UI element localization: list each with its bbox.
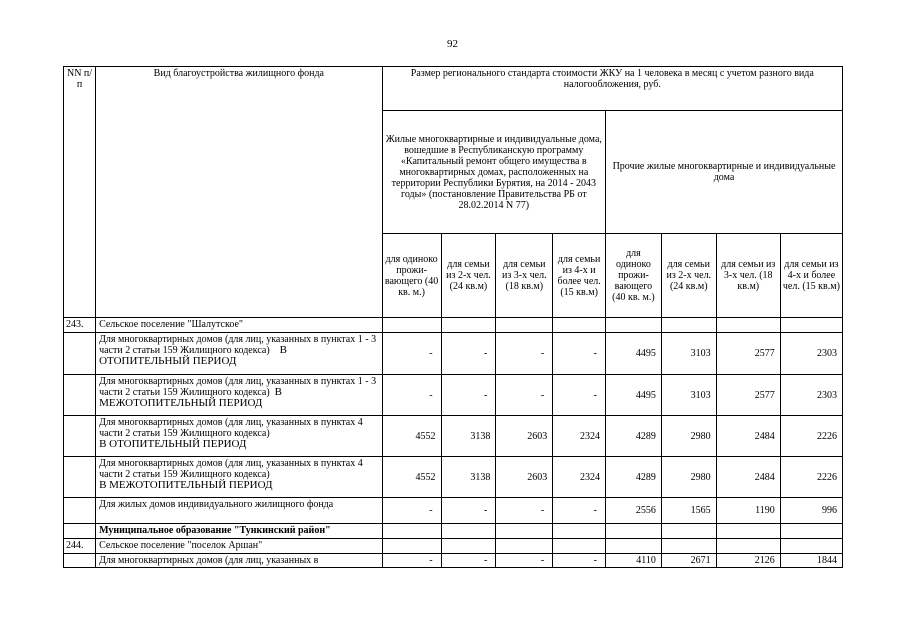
- value-cell: -: [553, 375, 606, 416]
- value-cell: -: [441, 375, 496, 416]
- value-cell: 2226: [780, 457, 842, 498]
- table-row: [64, 554, 843, 568]
- header-sub-family-4: для семьи из 4-х и более чел. (15 кв.м): [553, 234, 606, 318]
- settlement-name: Сельское поселение "поселок Аршан": [96, 539, 383, 554]
- value-cell: -: [441, 554, 496, 568]
- value-cell: 2577: [716, 333, 780, 375]
- value-cell: 996: [780, 498, 842, 524]
- value-cell: 4495: [606, 333, 662, 375]
- page-number: 92: [447, 38, 458, 50]
- value-cell: 1844: [780, 554, 842, 568]
- header-row-1: [64, 67, 843, 111]
- header-sub-family-2: для семьи из 2-х чел. (24 кв.м): [661, 234, 716, 318]
- empty-cell: [553, 318, 606, 333]
- row-description-text: Для многоквартирных домов (для лиц, указанных в пунктах 1 - 3 части 2 статьи 159 Жилищного кодекса): [99, 376, 377, 398]
- empty-cell: [606, 539, 662, 554]
- value-cell: 1190: [716, 498, 780, 524]
- empty-cell: [553, 539, 606, 554]
- empty-cell: [496, 524, 553, 539]
- empty-cell: [382, 318, 441, 333]
- value-cell: 2556: [606, 498, 662, 524]
- value-cell: 2324: [553, 457, 606, 498]
- header-col-num: NN п/п: [64, 67, 96, 318]
- header-group-other-houses: Прочие жилые многоквартирные и индивидуальные дома: [606, 111, 843, 234]
- row-number: [64, 498, 96, 524]
- header-sub-family-3: для семьи из 3-х чел. (18 кв.м): [496, 234, 553, 318]
- value-cell: 4289: [606, 416, 662, 457]
- value-cell: 4552: [382, 416, 441, 457]
- empty-cell: [716, 539, 780, 554]
- row-number: [64, 457, 96, 498]
- row-period: В МЕЖОТОПИТЕЛЬНЫЙ ПЕРИОД: [99, 386, 283, 409]
- value-cell: 2980: [661, 416, 716, 457]
- row-number: 243.: [64, 318, 96, 333]
- value-cell: -: [382, 375, 441, 416]
- value-cell: 3103: [661, 375, 716, 416]
- empty-cell: [661, 539, 716, 554]
- row-number: 244.: [64, 539, 96, 554]
- table-row: [64, 416, 843, 457]
- value-cell: -: [496, 375, 553, 416]
- empty-cell: [553, 524, 606, 539]
- value-cell: 2980: [661, 457, 716, 498]
- table-row: [64, 498, 843, 524]
- row-description-text: Для многоквартирных домов (для лиц, указанных в пунктах 4 части 2 статьи 159 Жилищного кодекса): [99, 458, 363, 480]
- table-row: [64, 375, 843, 416]
- empty-cell: [606, 524, 662, 539]
- value-cell: -: [382, 333, 441, 375]
- header-sub-family-4: для семьи из 4-х и более чел. (15 кв.м): [780, 234, 842, 318]
- value-cell: 2303: [780, 375, 842, 416]
- row-description-text: Для многоквартирных домов (для лиц, указанных в пунктах 4 части 2 статьи 159 Жилищного кодекса): [99, 417, 363, 439]
- row-description: Для жилых домов индивидуального жилищного фонда: [96, 498, 383, 524]
- value-cell: 4110: [606, 554, 662, 568]
- row-number: [64, 524, 96, 539]
- row-description: Для многоквартирных домов (для лиц, указанных в: [96, 554, 383, 568]
- header-col-size: Размер регионального стандарта стоимости ЖКУ на 1 человека в месяц с учетом разного вида налогообложения, руб.: [382, 67, 842, 111]
- value-cell: 2126: [716, 554, 780, 568]
- row-number: [64, 375, 96, 416]
- value-cell: -: [553, 554, 606, 568]
- empty-cell: [606, 318, 662, 333]
- value-cell: 2577: [716, 375, 780, 416]
- row-description: [96, 375, 383, 416]
- value-cell: 3138: [441, 416, 496, 457]
- row-period: В ОТОПИТЕЛЬНЫЙ ПЕРИОД: [99, 438, 247, 450]
- empty-cell: [780, 524, 842, 539]
- value-cell: 2603: [496, 416, 553, 457]
- value-cell: 2603: [496, 457, 553, 498]
- value-cell: 3103: [661, 333, 716, 375]
- empty-cell: [716, 524, 780, 539]
- empty-cell: [496, 539, 553, 554]
- municipality-name: Муниципальное образование "Тункинский район": [96, 524, 383, 539]
- value-cell: -: [382, 498, 441, 524]
- value-cell: 2324: [553, 416, 606, 457]
- row-description-text: Для многоквартирных домов (для лиц, указанных в пунктах 1 - 3 части 2 статьи 159 Жилищного кодекса): [99, 334, 377, 356]
- value-cell: -: [441, 333, 496, 375]
- row-period: В МЕЖОТОПИТЕЛЬНЫЙ ПЕРИОД: [99, 479, 273, 491]
- row-period: В ОТОПИТЕЛЬНЫЙ ПЕРИОД: [99, 344, 288, 367]
- row-description: [96, 457, 383, 498]
- header-sub-family-2: для семьи из 2-х чел. (24 кв.м): [441, 234, 496, 318]
- empty-cell: [382, 539, 441, 554]
- value-cell: -: [553, 498, 606, 524]
- value-cell: 1565: [661, 498, 716, 524]
- tariff-table: [63, 66, 843, 568]
- value-cell: 4552: [382, 457, 441, 498]
- value-cell: -: [441, 498, 496, 524]
- value-cell: -: [382, 554, 441, 568]
- value-cell: -: [496, 554, 553, 568]
- row-number: [64, 333, 96, 375]
- row-description: [96, 416, 383, 457]
- value-cell: 4289: [606, 457, 662, 498]
- value-cell: -: [496, 498, 553, 524]
- empty-cell: [780, 539, 842, 554]
- table-row: [64, 457, 843, 498]
- empty-cell: [496, 318, 553, 333]
- header-sub-family-3: для семьи из 3-х чел. (18 кв.м): [716, 234, 780, 318]
- value-cell: 2484: [716, 457, 780, 498]
- empty-cell: [716, 318, 780, 333]
- value-cell: 4495: [606, 375, 662, 416]
- table-row: [64, 318, 843, 333]
- row-number: [64, 416, 96, 457]
- empty-cell: [382, 524, 441, 539]
- value-cell: -: [553, 333, 606, 375]
- empty-cell: [661, 524, 716, 539]
- settlement-name: Сельское поселение "Шалутское": [96, 318, 383, 333]
- row-description: [96, 333, 383, 375]
- table-row: [64, 524, 843, 539]
- empty-cell: [780, 318, 842, 333]
- header-sub-single: для одиноко прожи-вающего (40 кв. м.): [606, 234, 662, 318]
- header-group-capital-repair: Жилые многоквартирные и индивидуальные дома, вошедшие в Республиканскую программу «Капитальный ремонт общего имущества в многоквартирных домах, расположенных на территории Республики Бурятия, на 2014 - 2043 годы» (постановление Правительства РБ от 28.02.2014 N 77): [382, 111, 605, 234]
- empty-cell: [441, 524, 496, 539]
- table-row: [64, 539, 843, 554]
- row-number: [64, 554, 96, 568]
- value-cell: 2303: [780, 333, 842, 375]
- header-col-type: Вид благоустройства жилищного фонда: [96, 67, 383, 318]
- empty-cell: [441, 539, 496, 554]
- value-cell: 2226: [780, 416, 842, 457]
- empty-cell: [661, 318, 716, 333]
- value-cell: -: [496, 333, 553, 375]
- table-row: [64, 333, 843, 375]
- empty-cell: [441, 318, 496, 333]
- value-cell: 2484: [716, 416, 780, 457]
- value-cell: 3138: [441, 457, 496, 498]
- value-cell: 2671: [661, 554, 716, 568]
- header-sub-single: для одиноко прожи-вающего (40 кв. м.): [382, 234, 441, 318]
